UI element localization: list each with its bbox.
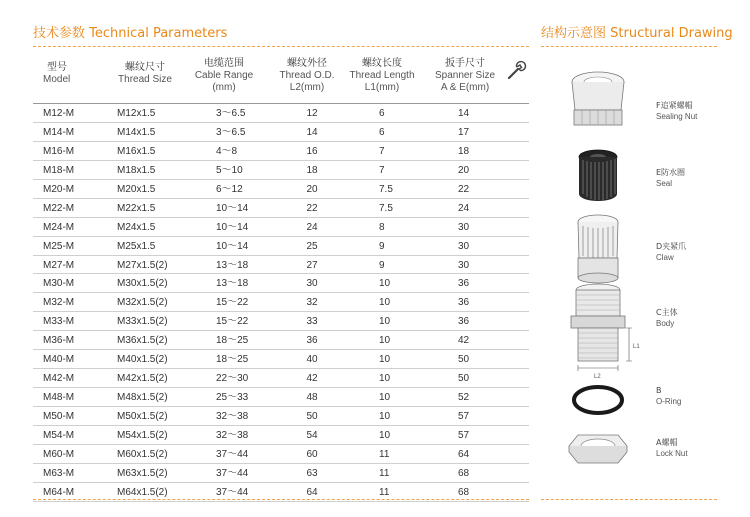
cell-thread-length: 7 <box>379 145 385 157</box>
cell-cable-range: 10～14 <box>216 221 249 233</box>
cell-model: M63-M <box>43 467 75 479</box>
part-label-en: Body <box>656 319 675 328</box>
cell-thread-size: M42x1.5(2) <box>117 373 168 385</box>
cell-thread-od: 22 <box>306 202 318 214</box>
header-spanner-size <box>425 58 505 94</box>
cell-model: M18-M <box>43 164 75 176</box>
cell-thread-length: 10 <box>379 392 391 404</box>
cell-thread-od: 27 <box>306 259 318 271</box>
cell-model: M20-M <box>43 183 75 195</box>
part-label-body <box>656 307 678 329</box>
cell-cable-range: 3～6.5 <box>216 108 246 119</box>
header-thread-zh: 螺纹尺寸 <box>125 62 165 73</box>
cell-thread-length: 11 <box>379 448 390 460</box>
lock-nut-drawing <box>569 435 627 463</box>
header-od-unit: L2(mm) <box>289 82 325 93</box>
part-label-zh: E防水圈 <box>656 168 686 177</box>
cell-cable-range: 10～14 <box>216 240 249 252</box>
cell-thread-od: 16 <box>306 145 318 157</box>
cell-spanner-size: 30 <box>458 240 470 252</box>
cell-thread-od: 24 <box>306 221 318 233</box>
cell-thread-od: 50 <box>306 411 318 422</box>
cell-thread-length: 6 <box>379 126 385 138</box>
table-row <box>33 199 529 218</box>
cell-spanner-size: 22 <box>458 183 470 195</box>
table-row <box>33 483 529 502</box>
cell-thread-length: 10 <box>379 429 391 441</box>
cell-cable-range: 32～38 <box>216 411 249 422</box>
cell-model: M14-M <box>43 126 75 138</box>
cell-spanner-size: 14 <box>458 108 470 119</box>
structural-drawing-title: 结构示意图 Structural Drawing <box>541 26 733 41</box>
sealing-nut-drawing <box>572 72 624 125</box>
part-label-claw <box>656 241 686 263</box>
header-thread-en: Thread Size <box>118 74 172 85</box>
cell-thread-od: 54 <box>306 429 318 441</box>
part-label-en: Sealing Nut <box>656 112 698 121</box>
cell-thread-od: 25 <box>306 240 318 252</box>
cell-thread-length: 8 <box>379 221 385 233</box>
cell-thread-length: 10 <box>379 316 391 328</box>
cell-thread-length: 10 <box>379 335 391 347</box>
cell-cable-range: 6～12 <box>216 183 243 195</box>
header-model-en: Model <box>43 74 71 85</box>
cell-spanner-size: 52 <box>458 392 470 404</box>
cell-spanner-size: 30 <box>458 221 470 233</box>
table-row <box>33 331 529 350</box>
header-od-en: Thread O.D. <box>279 70 335 81</box>
cell-thread-size: M14x1.5 <box>117 126 156 138</box>
part-label-seal <box>656 167 685 189</box>
table-row <box>33 369 529 388</box>
cell-cable-range: 3～6.5 <box>216 126 246 138</box>
cell-spanner-size: 36 <box>458 278 470 290</box>
header-len-unit: L1(mm) <box>364 82 400 93</box>
cell-spanner-size: 17 <box>458 126 470 138</box>
cell-thread-od: 63 <box>306 467 318 479</box>
part-label-lock-nut <box>656 437 688 459</box>
cell-model: M36-M <box>43 335 75 347</box>
cell-thread-size: M30x1.5(2) <box>117 278 168 290</box>
header-len-en: Thread Length <box>349 70 415 81</box>
cell-model: M33-M <box>43 316 75 328</box>
table-row <box>33 142 529 161</box>
seal-drawing <box>579 150 617 201</box>
header-spanner-zh: 扳手尺寸 <box>445 58 485 69</box>
cell-model: M42-M <box>43 373 75 385</box>
header-thread-length <box>342 58 422 94</box>
cell-spanner-size: 57 <box>458 411 470 422</box>
part-label-zh: A螺帽 <box>656 438 678 447</box>
table-row <box>33 350 529 369</box>
cell-thread-od: 12 <box>306 108 318 119</box>
technical-parameters-title: 技术参数 Technical Parameters <box>33 26 228 41</box>
part-label-zh: B <box>656 386 662 395</box>
header-cable-range <box>188 58 260 94</box>
cell-thread-length: 10 <box>379 278 391 290</box>
wrench-icon <box>505 60 527 82</box>
cell-cable-range: 22～30 <box>216 373 249 385</box>
cell-model: M48-M <box>43 392 75 404</box>
divider-dashed <box>541 46 717 47</box>
body-drawing <box>571 284 640 380</box>
cell-cable-range: 32～38 <box>216 429 249 441</box>
header-cable-zh: 电缆范围 <box>204 58 244 69</box>
cell-thread-od: 36 <box>306 335 318 347</box>
dimension-l2-label: L2 <box>594 374 601 380</box>
cell-thread-length: 10 <box>379 373 391 385</box>
cell-thread-od: 40 <box>306 354 318 366</box>
table-row <box>33 312 529 331</box>
cell-thread-length: 11 <box>379 467 390 479</box>
cell-model: M27-M <box>43 259 75 271</box>
header-thread-od <box>272 58 342 94</box>
cell-spanner-size: 42 <box>458 335 470 347</box>
cell-cable-range: 18～25 <box>216 335 249 347</box>
cell-thread-od: 48 <box>306 392 318 404</box>
header-od-zh: 螺纹外径 <box>287 58 327 69</box>
cell-thread-size: M25x1.5 <box>117 240 156 252</box>
cell-thread-size: M33x1.5(2) <box>117 316 168 328</box>
part-label-zh: F追紧螺帽 <box>656 101 693 110</box>
cell-thread-length: 6 <box>379 108 385 119</box>
cell-model: M16-M <box>43 145 75 157</box>
cell-thread-length: 7 <box>379 164 385 176</box>
cell-thread-size: M63x1.5(2) <box>117 467 168 479</box>
table-row <box>33 123 529 142</box>
table-row <box>33 180 529 199</box>
cell-thread-size: M50x1.5(2) <box>117 411 168 422</box>
part-label-en: O-Ring <box>656 397 682 406</box>
o-ring-drawing <box>574 387 622 413</box>
cell-spanner-size: 36 <box>458 297 470 309</box>
table-row <box>33 256 529 275</box>
table-row <box>33 407 529 426</box>
cell-thread-od: 18 <box>306 164 318 176</box>
cell-spanner-size: 57 <box>458 429 470 441</box>
cell-cable-range: 5～10 <box>216 164 243 176</box>
header-spanner-unit: A & E(mm) <box>440 82 490 93</box>
header-thread <box>100 62 190 86</box>
table-row <box>33 274 529 293</box>
header-len-zh: 螺纹长度 <box>362 58 402 69</box>
cell-cable-range: 15～22 <box>216 297 249 309</box>
part-label-en: Claw <box>656 253 674 262</box>
cell-model: M12-M <box>43 108 75 119</box>
cell-thread-od: 30 <box>306 278 318 290</box>
cell-thread-od: 42 <box>306 373 318 385</box>
header-cable-en: Cable Range <box>194 70 254 81</box>
cell-thread-length: 10 <box>379 411 391 422</box>
table-row <box>33 104 529 123</box>
cell-thread-od: 32 <box>306 297 318 309</box>
cell-model: M54-M <box>43 429 75 441</box>
cell-thread-od: 33 <box>306 316 318 328</box>
cell-model: M30-M <box>43 278 75 290</box>
cell-thread-size: M36x1.5(2) <box>117 335 168 347</box>
dimension-l1-label: L1 <box>633 344 640 350</box>
table-row <box>33 237 529 256</box>
table-row <box>33 445 529 464</box>
cell-spanner-size: 50 <box>458 354 470 366</box>
part-label-en: Lock Nut <box>656 449 688 458</box>
cell-thread-length: 9 <box>379 240 385 252</box>
cell-thread-length: 11 <box>379 486 390 498</box>
cell-thread-od: 20 <box>306 183 318 195</box>
part-label-o-ring <box>656 385 681 407</box>
cell-model: M60-M <box>43 448 75 460</box>
cell-thread-od: 60 <box>306 448 318 460</box>
table-row <box>33 464 529 483</box>
cell-thread-size: M22x1.5 <box>117 202 156 214</box>
part-label-en: Seal <box>656 179 673 188</box>
cell-spanner-size: 18 <box>458 145 470 157</box>
cell-thread-size: M24x1.5 <box>117 221 156 233</box>
cell-thread-od: 64 <box>306 486 318 498</box>
parameters-table <box>33 104 529 502</box>
cell-thread-size: M54x1.5(2) <box>117 429 168 441</box>
part-label-sealing-nut <box>656 100 697 122</box>
cell-spanner-size: 68 <box>458 486 470 498</box>
table-row <box>33 426 529 445</box>
cell-thread-size: M60x1.5(2) <box>117 448 168 460</box>
cell-spanner-size: 64 <box>458 448 470 460</box>
cell-thread-od: 14 <box>306 126 318 138</box>
header-model-zh: 型号 <box>47 62 67 73</box>
cell-model: M22-M <box>43 202 75 214</box>
header-spanner-en: Spanner Size <box>434 70 496 81</box>
part-label-zh: C主体 <box>656 308 678 317</box>
cell-thread-size: M40x1.5(2) <box>117 354 168 366</box>
table-row <box>33 388 529 407</box>
table-row <box>33 293 529 312</box>
cell-spanner-size: 24 <box>458 202 470 214</box>
cell-spanner-size: 68 <box>458 467 470 479</box>
cell-cable-range: 15～22 <box>216 316 249 328</box>
cell-model: M24-M <box>43 221 75 233</box>
cell-spanner-size: 20 <box>458 164 470 176</box>
claw-drawing <box>578 215 618 283</box>
cell-cable-range: 10～14 <box>216 202 249 214</box>
cell-thread-length: 10 <box>379 354 391 366</box>
table-row <box>33 161 529 180</box>
cell-thread-size: M48x1.5(2) <box>117 392 168 404</box>
table-row <box>33 218 529 237</box>
cell-cable-range: 4～8 <box>216 145 238 157</box>
header-cable-unit: (mm) <box>212 82 236 93</box>
cell-cable-range: 18～25 <box>216 354 249 366</box>
cell-model: M40-M <box>43 354 75 366</box>
cell-model: M50-M <box>43 411 75 422</box>
cell-spanner-size: 50 <box>458 373 470 385</box>
cell-thread-length: 7.5 <box>379 202 393 214</box>
cell-thread-size: M16x1.5 <box>117 145 156 157</box>
cell-thread-size: M32x1.5(2) <box>117 297 168 309</box>
cell-cable-range: 37～44 <box>216 448 249 460</box>
cell-cable-range: 25～33 <box>216 392 249 404</box>
structural-drawing <box>541 60 656 490</box>
cell-cable-range: 37～44 <box>216 486 249 498</box>
cell-thread-size: M18x1.5 <box>117 164 156 176</box>
cell-model: M25-M <box>43 240 75 252</box>
cell-cable-range: 13～18 <box>216 259 249 271</box>
cell-thread-length: 9 <box>379 259 385 271</box>
cell-spanner-size: 36 <box>458 316 470 328</box>
cell-thread-size: M64x1.5(2) <box>117 486 168 498</box>
cell-model: M32-M <box>43 297 75 309</box>
cell-thread-length: 10 <box>379 297 391 309</box>
divider-dashed <box>33 46 529 47</box>
cell-model: M64-M <box>43 486 75 498</box>
divider-dashed <box>541 499 717 500</box>
cell-cable-range: 37～44 <box>216 467 249 479</box>
cell-thread-length: 7.5 <box>379 183 393 195</box>
cell-thread-size: M27x1.5(2) <box>117 259 168 271</box>
cell-cable-range: 13～18 <box>216 278 249 290</box>
header-model <box>33 62 83 86</box>
cell-thread-size: M20x1.5 <box>117 183 156 195</box>
cell-spanner-size: 30 <box>458 259 470 271</box>
part-label-zh: D夹紧爪 <box>656 242 687 251</box>
cell-thread-size: M12x1.5 <box>117 108 156 119</box>
